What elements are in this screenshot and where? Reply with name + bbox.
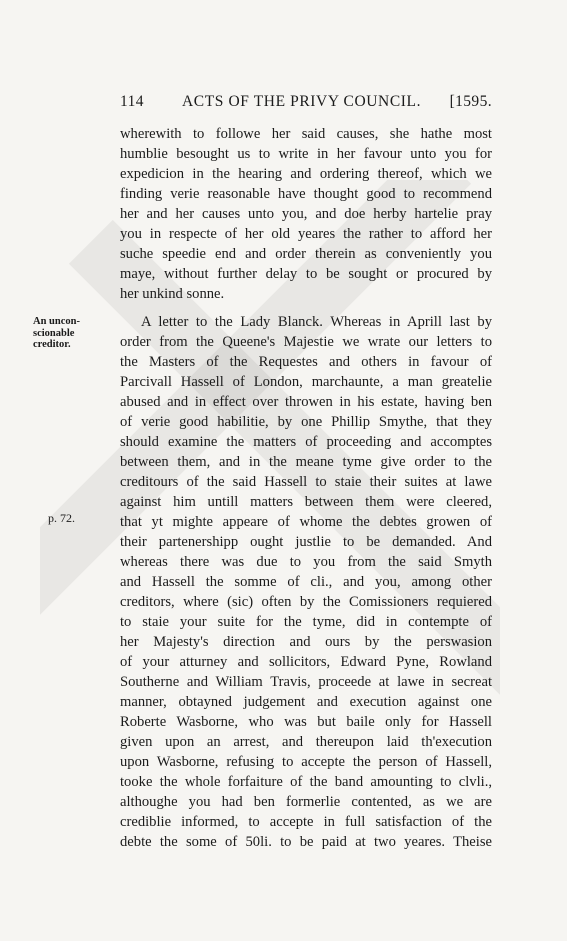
text-line: upon Wasborne, refusing to accepte the person of Hassell,	[120, 754, 492, 770]
text-line: expedicion in the hearing and ordering thereof, which we	[120, 166, 492, 182]
text-line: abused and in effect over throwen in his estate, having ben	[120, 394, 492, 410]
text-line: Roberte Wasborne, who was but baile only for Hassell	[120, 714, 492, 730]
text-line: between them, and in the meane tyme give order to the	[120, 454, 492, 470]
text-line: given upon an arrest, and thereupon laid th'execution	[120, 734, 492, 750]
text-line: order from the Queene's Majestie we wrate our letters to	[120, 334, 492, 350]
text-line: suche speedie end and order therein as conveniently you	[120, 246, 492, 262]
marginal-note-line: creditor.	[33, 339, 71, 350]
text-line: their partenershipp ought justlie to be demanded. And	[120, 534, 492, 550]
text-line: to staie your suite for the tyme, did in contempte of	[120, 614, 492, 630]
text-line: crediblie informed, to accepte in full satisfaction of the	[120, 814, 492, 830]
text-line: her Majesty's direction and ours by the perswasion	[120, 634, 492, 650]
text-line: her and her causes unto you, and doe herby hartelie pray	[120, 206, 492, 222]
running-header	[120, 93, 492, 111]
text-line: creditours of the said Hassell to staie their suites at lawe	[120, 474, 492, 490]
text-line: debte the some of 50li. to be paid at two yeares. Theise	[120, 834, 492, 850]
text-line: wherewith to followe her said causes, she hathe most	[120, 126, 492, 142]
text-line: whereas there was due to you from the said Smyth	[120, 554, 492, 570]
text-line: althoughe you had ben formerlie contented, as we are	[120, 794, 492, 810]
text-line: of verie good habilitie, by one Phillip Smythe, that they	[120, 414, 492, 430]
text-line: against him untill matters between them were cleered,	[120, 494, 492, 510]
marginal-note-line: An uncon-	[33, 316, 80, 327]
marginal-note	[33, 316, 111, 351]
text-line: Southerne and William Travis, proceede at lawe in secreat	[120, 674, 492, 690]
page-reference: p. 72.	[48, 511, 75, 525]
text-line: A letter to the Lady Blanck. Whereas in Aprill last by	[141, 314, 492, 330]
text-line: Parcivall Hassell of London, marchaunte, a man greatelie	[120, 374, 492, 390]
text-line: creditors, where (sic) often by the Comissioners requiered	[120, 594, 492, 610]
page-number: 114	[120, 93, 144, 110]
text-line: tooke the whole forfaiture of the band amounting to clvli.,	[120, 774, 492, 790]
text-line: that yt mighte appeare of whome the debtes growen of	[120, 514, 492, 530]
running-title: ACTS OF THE PRIVY COUNCIL.	[182, 93, 422, 110]
text-line: humblie besought us to write in her favour unto you for	[120, 146, 492, 162]
header-year: [1595.	[449, 93, 492, 110]
text-line: you in respecte of her old yeares the rather to afford her	[120, 226, 492, 242]
text-line: of your atturney and sollicitors, Edward Pyne, Rowland	[120, 654, 492, 670]
text-line: should examine the matters of proceeding and accomptes	[120, 434, 492, 450]
text-line: and Hassell the somme of cli., and you, among other	[120, 574, 492, 590]
text-line: the Masters of the Requestes and others in favour of	[120, 354, 492, 370]
text-line: manner, obtayned judgement and execution against one	[120, 694, 492, 710]
text-line: finding verie reasonable have thought good to recommend	[120, 186, 492, 202]
marginal-note-line: scionable	[33, 327, 75, 339]
text-line: her unkind sonne.	[120, 286, 225, 302]
text-line: maye, without further delay to be sought or procured by	[120, 266, 492, 282]
